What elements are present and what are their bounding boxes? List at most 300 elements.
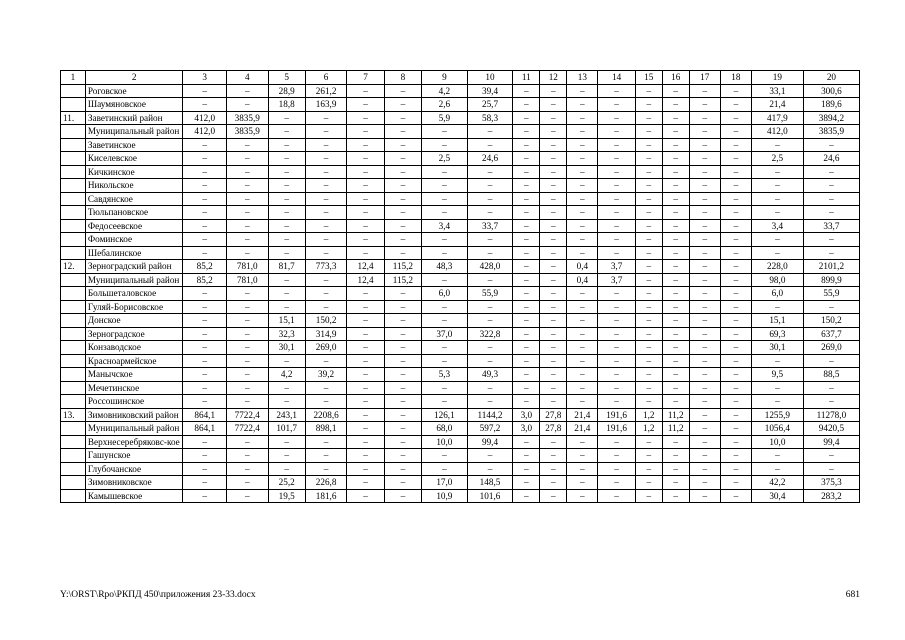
table-cell: – [347, 368, 384, 382]
table-cell: – [513, 395, 540, 409]
table-cell: – [540, 260, 567, 274]
table-cell: – [347, 165, 384, 179]
table-cell: – [662, 246, 689, 260]
table-cell: – [567, 165, 598, 179]
table-cell: – [598, 462, 635, 476]
table-cell: – [567, 395, 598, 409]
table-cell: – [540, 152, 567, 166]
row-index: 13. [61, 408, 86, 422]
table-cell: – [227, 138, 269, 152]
table-cell: 18,8 [268, 98, 305, 112]
table-cell: – [513, 98, 540, 112]
table-cell: – [751, 206, 803, 220]
table-cell: – [598, 98, 635, 112]
table-cell: – [635, 192, 662, 206]
table-cell: – [662, 327, 689, 341]
table-cell: – [268, 138, 305, 152]
row-name: Шаумяновское [85, 98, 183, 112]
table-cell: – [598, 341, 635, 355]
table-cell: – [720, 449, 751, 463]
table-cell: – [467, 462, 513, 476]
table-cell: – [720, 192, 751, 206]
table-cell: 412,0 [183, 125, 227, 139]
table-cell: – [513, 449, 540, 463]
table-cell: – [720, 408, 751, 422]
table-cell: 101,7 [268, 422, 305, 436]
table-row [61, 206, 860, 220]
table-cell: – [598, 476, 635, 490]
table-cell: – [422, 341, 468, 355]
table-body [61, 71, 860, 503]
table-cell: 781,0 [227, 273, 269, 287]
table-cell: – [268, 273, 305, 287]
table-cell: – [751, 233, 803, 247]
table-cell: – [635, 84, 662, 98]
table-cell: – [227, 84, 269, 98]
table-cell: – [513, 489, 540, 503]
table-cell: – [635, 98, 662, 112]
table-cell: – [513, 327, 540, 341]
table-cell: – [689, 476, 720, 490]
table-cell: 3,4 [751, 219, 803, 233]
table-cell: – [662, 233, 689, 247]
table-cell: 597,2 [467, 422, 513, 436]
table-cell: 58,3 [467, 111, 513, 125]
table-cell: – [347, 98, 384, 112]
table-cell: – [598, 179, 635, 193]
table-row [61, 246, 860, 260]
table-cell: 2101,2 [803, 260, 859, 274]
table-cell: – [635, 341, 662, 355]
table-cell: – [513, 152, 540, 166]
table-cell: – [227, 462, 269, 476]
table-cell: – [803, 381, 859, 395]
table-cell: – [662, 449, 689, 463]
table-cell: – [347, 489, 384, 503]
table-cell: – [305, 287, 347, 301]
table-cell: 33,1 [751, 84, 803, 98]
table-cell: – [720, 327, 751, 341]
table-cell: 9420,5 [803, 422, 859, 436]
table-cell: – [467, 179, 513, 193]
table-cell: – [540, 327, 567, 341]
row-name: Верхнесеребряковс-кое [85, 435, 183, 449]
table-cell: – [347, 327, 384, 341]
table-cell: 300,6 [803, 84, 859, 98]
table-cell: – [803, 192, 859, 206]
table-cell: – [513, 260, 540, 274]
table-cell: 68,0 [422, 422, 468, 436]
table-cell: – [662, 125, 689, 139]
table-cell: – [720, 260, 751, 274]
row-index [61, 449, 86, 463]
table-row [61, 111, 860, 125]
table-cell: – [662, 395, 689, 409]
table-cell: – [513, 219, 540, 233]
table-cell: – [513, 192, 540, 206]
table-cell: 24,6 [467, 152, 513, 166]
table-cell: – [467, 341, 513, 355]
table-cell: – [689, 287, 720, 301]
table-cell: – [567, 206, 598, 220]
table-cell: – [227, 219, 269, 233]
table-cell: – [467, 138, 513, 152]
table-cell: 33,7 [467, 219, 513, 233]
table-cell: – [384, 233, 421, 247]
table-cell: – [347, 435, 384, 449]
table-cell: – [689, 381, 720, 395]
table-cell: – [467, 395, 513, 409]
table-row [61, 462, 860, 476]
table-cell: – [347, 341, 384, 355]
table-cell: 375,3 [803, 476, 859, 490]
table-cell: – [598, 152, 635, 166]
table-cell: 150,2 [305, 314, 347, 328]
table-cell: – [598, 327, 635, 341]
table-cell: – [751, 138, 803, 152]
table-cell: – [227, 395, 269, 409]
table-cell: – [720, 354, 751, 368]
row-index [61, 138, 86, 152]
row-index [61, 300, 86, 314]
table-cell: – [567, 489, 598, 503]
table-cell: – [540, 233, 567, 247]
table-cell: 11,2 [662, 422, 689, 436]
table-cell: – [513, 84, 540, 98]
row-name: Заветинское [85, 138, 183, 152]
table-cell: – [540, 192, 567, 206]
table-cell: 10,0 [422, 435, 468, 449]
table-cell: 98,0 [751, 273, 803, 287]
table-cell: 163,9 [305, 98, 347, 112]
table-cell: – [384, 341, 421, 355]
row-name: Камышевское [85, 489, 183, 503]
row-name: Муниципальный район [85, 125, 183, 139]
column-header: 10 [467, 71, 513, 85]
table-cell: – [347, 192, 384, 206]
table-cell: – [635, 395, 662, 409]
table-cell: – [567, 287, 598, 301]
table-cell: – [422, 449, 468, 463]
table-cell: – [268, 435, 305, 449]
table-cell: 1,2 [635, 422, 662, 436]
table-cell: – [384, 179, 421, 193]
table-cell: – [384, 165, 421, 179]
table-cell: 1,2 [635, 408, 662, 422]
table-cell: – [803, 179, 859, 193]
table-cell: 781,0 [227, 260, 269, 274]
table-cell: – [803, 233, 859, 247]
table-cell: – [183, 489, 227, 503]
table-cell: – [720, 179, 751, 193]
table-cell: – [689, 152, 720, 166]
table-cell: 25,7 [467, 98, 513, 112]
table-cell: – [227, 206, 269, 220]
row-name: Глубочанское [85, 462, 183, 476]
table-cell: – [384, 246, 421, 260]
table-cell: – [598, 300, 635, 314]
table-cell: – [227, 381, 269, 395]
table-row [61, 273, 860, 287]
table-cell: 269,0 [305, 341, 347, 355]
table-cell: – [635, 179, 662, 193]
table-cell: – [268, 206, 305, 220]
table-cell: – [567, 179, 598, 193]
table-cell: – [803, 462, 859, 476]
table-cell: – [689, 300, 720, 314]
table-cell: – [384, 98, 421, 112]
table-cell: – [751, 462, 803, 476]
row-name: Роговское [85, 84, 183, 98]
table-cell: 269,0 [803, 341, 859, 355]
table-cell: – [803, 206, 859, 220]
table-cell: – [540, 111, 567, 125]
table-cell: – [347, 354, 384, 368]
table-row [61, 449, 860, 463]
table-cell: – [751, 381, 803, 395]
row-index [61, 233, 86, 247]
table-cell: 3835,9 [227, 125, 269, 139]
table-cell: – [227, 314, 269, 328]
table-cell: 24,6 [803, 152, 859, 166]
table-cell: – [689, 449, 720, 463]
table-cell: – [268, 152, 305, 166]
table-cell: – [347, 300, 384, 314]
table-cell: – [467, 314, 513, 328]
table-cell: – [540, 246, 567, 260]
table-cell: – [540, 219, 567, 233]
table-cell: – [227, 476, 269, 490]
table-row [61, 233, 860, 247]
column-header: 15 [635, 71, 662, 85]
table-cell: 85,2 [183, 260, 227, 274]
table-row [61, 395, 860, 409]
table-cell: 0,4 [567, 260, 598, 274]
table-cell: – [751, 449, 803, 463]
table-cell: 17,0 [422, 476, 468, 490]
table-cell: 3835,9 [227, 111, 269, 125]
table-cell: – [598, 206, 635, 220]
table-cell: – [467, 246, 513, 260]
table-cell: – [540, 314, 567, 328]
table-cell: – [513, 368, 540, 382]
table-cell: 4,2 [268, 368, 305, 382]
table-cell: – [567, 341, 598, 355]
table-cell: – [305, 165, 347, 179]
table-cell: – [268, 111, 305, 125]
table-cell: – [635, 165, 662, 179]
table-cell: – [567, 300, 598, 314]
table-cell: – [803, 138, 859, 152]
table-cell: 27,8 [540, 408, 567, 422]
table-cell: – [422, 192, 468, 206]
table-cell: 115,2 [384, 260, 421, 274]
table-cell: 12,4 [347, 273, 384, 287]
table-row [61, 435, 860, 449]
table-cell: – [227, 368, 269, 382]
table-cell: 181,6 [305, 489, 347, 503]
table-row [61, 98, 860, 112]
table-cell: – [227, 246, 269, 260]
table-cell: – [384, 152, 421, 166]
table-cell: 1255,9 [751, 408, 803, 422]
row-index [61, 489, 86, 503]
row-index [61, 152, 86, 166]
row-name: Киселевское [85, 152, 183, 166]
table-cell: – [183, 462, 227, 476]
table-cell: 28,9 [268, 84, 305, 98]
table-cell: 261,2 [305, 84, 347, 98]
table-cell: – [598, 84, 635, 98]
table-cell: – [183, 354, 227, 368]
table-row [61, 489, 860, 503]
table-cell: – [720, 152, 751, 166]
table-cell: – [347, 84, 384, 98]
table-cell: – [598, 354, 635, 368]
table-cell: – [540, 368, 567, 382]
table-cell: – [598, 233, 635, 247]
table-cell: – [567, 138, 598, 152]
table-cell: – [347, 476, 384, 490]
table-cell: – [751, 354, 803, 368]
table-cell: – [183, 165, 227, 179]
table-row [61, 327, 860, 341]
table-cell: 88,5 [803, 368, 859, 382]
table-cell: 21,4 [567, 408, 598, 422]
table-cell: – [513, 138, 540, 152]
row-index [61, 395, 86, 409]
row-name: Фоминское [85, 233, 183, 247]
table-cell: 322,8 [467, 327, 513, 341]
table-cell: 19,5 [268, 489, 305, 503]
table-cell: – [227, 179, 269, 193]
table-cell: – [227, 98, 269, 112]
table-cell: – [720, 165, 751, 179]
table-cell: – [183, 138, 227, 152]
table-cell: – [540, 354, 567, 368]
table-cell: – [635, 476, 662, 490]
table-cell: – [384, 219, 421, 233]
table-cell: 7722,4 [227, 408, 269, 422]
table-cell: – [540, 435, 567, 449]
table-cell: 10,9 [422, 489, 468, 503]
table-cell: – [720, 368, 751, 382]
table-cell: 3,0 [513, 408, 540, 422]
table-cell: – [662, 206, 689, 220]
column-header: 13 [567, 71, 598, 85]
table-cell: – [567, 125, 598, 139]
table-cell: – [305, 233, 347, 247]
column-header: 9 [422, 71, 468, 85]
table-cell: – [689, 354, 720, 368]
table-cell: 864,1 [183, 422, 227, 436]
table-cell: – [183, 179, 227, 193]
table-cell: 32,3 [268, 327, 305, 341]
table-cell: – [422, 206, 468, 220]
table-cell: – [567, 111, 598, 125]
table-cell: – [467, 192, 513, 206]
column-header: 20 [803, 71, 859, 85]
table-cell: – [689, 111, 720, 125]
table-cell: – [662, 462, 689, 476]
table-cell: – [540, 273, 567, 287]
table-cell: – [540, 489, 567, 503]
table-cell: – [540, 287, 567, 301]
row-name: Зерноградский район [85, 260, 183, 274]
table-cell: – [598, 449, 635, 463]
table-cell: – [598, 395, 635, 409]
table-cell: – [635, 327, 662, 341]
table-row [61, 300, 860, 314]
table-cell: 189,6 [803, 98, 859, 112]
table-cell: – [183, 84, 227, 98]
row-index [61, 125, 86, 139]
table-cell: – [662, 179, 689, 193]
table-cell: – [662, 273, 689, 287]
table-cell: – [567, 246, 598, 260]
table-cell: – [305, 192, 347, 206]
table-cell: – [305, 381, 347, 395]
table-cell: – [183, 152, 227, 166]
row-name: Зимовниковский район [85, 408, 183, 422]
table-cell: – [227, 354, 269, 368]
table-cell: – [635, 368, 662, 382]
table-cell: – [384, 395, 421, 409]
table-cell: – [183, 300, 227, 314]
table-cell: – [305, 395, 347, 409]
table-row [61, 125, 860, 139]
table-cell: – [347, 314, 384, 328]
table-cell: 428,0 [467, 260, 513, 274]
table-cell: – [384, 489, 421, 503]
table-cell: – [662, 354, 689, 368]
table-cell: – [662, 165, 689, 179]
table-cell: – [635, 138, 662, 152]
table-cell: – [689, 462, 720, 476]
column-header: 12 [540, 71, 567, 85]
table-cell: – [567, 354, 598, 368]
table-cell: – [720, 287, 751, 301]
row-name: Красноармейское [85, 354, 183, 368]
table-header-row [61, 71, 860, 85]
table-cell: 30,4 [751, 489, 803, 503]
table-cell: – [384, 408, 421, 422]
table-cell: – [689, 260, 720, 274]
table-cell: – [598, 314, 635, 328]
row-name: Гуляй-Борисовское [85, 300, 183, 314]
table-cell: – [183, 435, 227, 449]
table-cell: – [384, 206, 421, 220]
table-cell: – [567, 476, 598, 490]
table-cell: – [347, 462, 384, 476]
table-cell: 55,9 [803, 287, 859, 301]
table-cell: – [635, 314, 662, 328]
table-cell: – [689, 165, 720, 179]
table-cell: – [540, 476, 567, 490]
table-cell: – [598, 435, 635, 449]
row-name: Муниципальный район [85, 273, 183, 287]
table-cell: 3835,9 [803, 125, 859, 139]
table-cell: – [598, 125, 635, 139]
table-cell: – [513, 314, 540, 328]
table-cell: – [384, 138, 421, 152]
table-cell: – [662, 435, 689, 449]
table-cell: – [567, 314, 598, 328]
table-cell: 2,5 [751, 152, 803, 166]
table-cell: – [720, 314, 751, 328]
table-row [61, 314, 860, 328]
table-cell: 69,3 [751, 327, 803, 341]
